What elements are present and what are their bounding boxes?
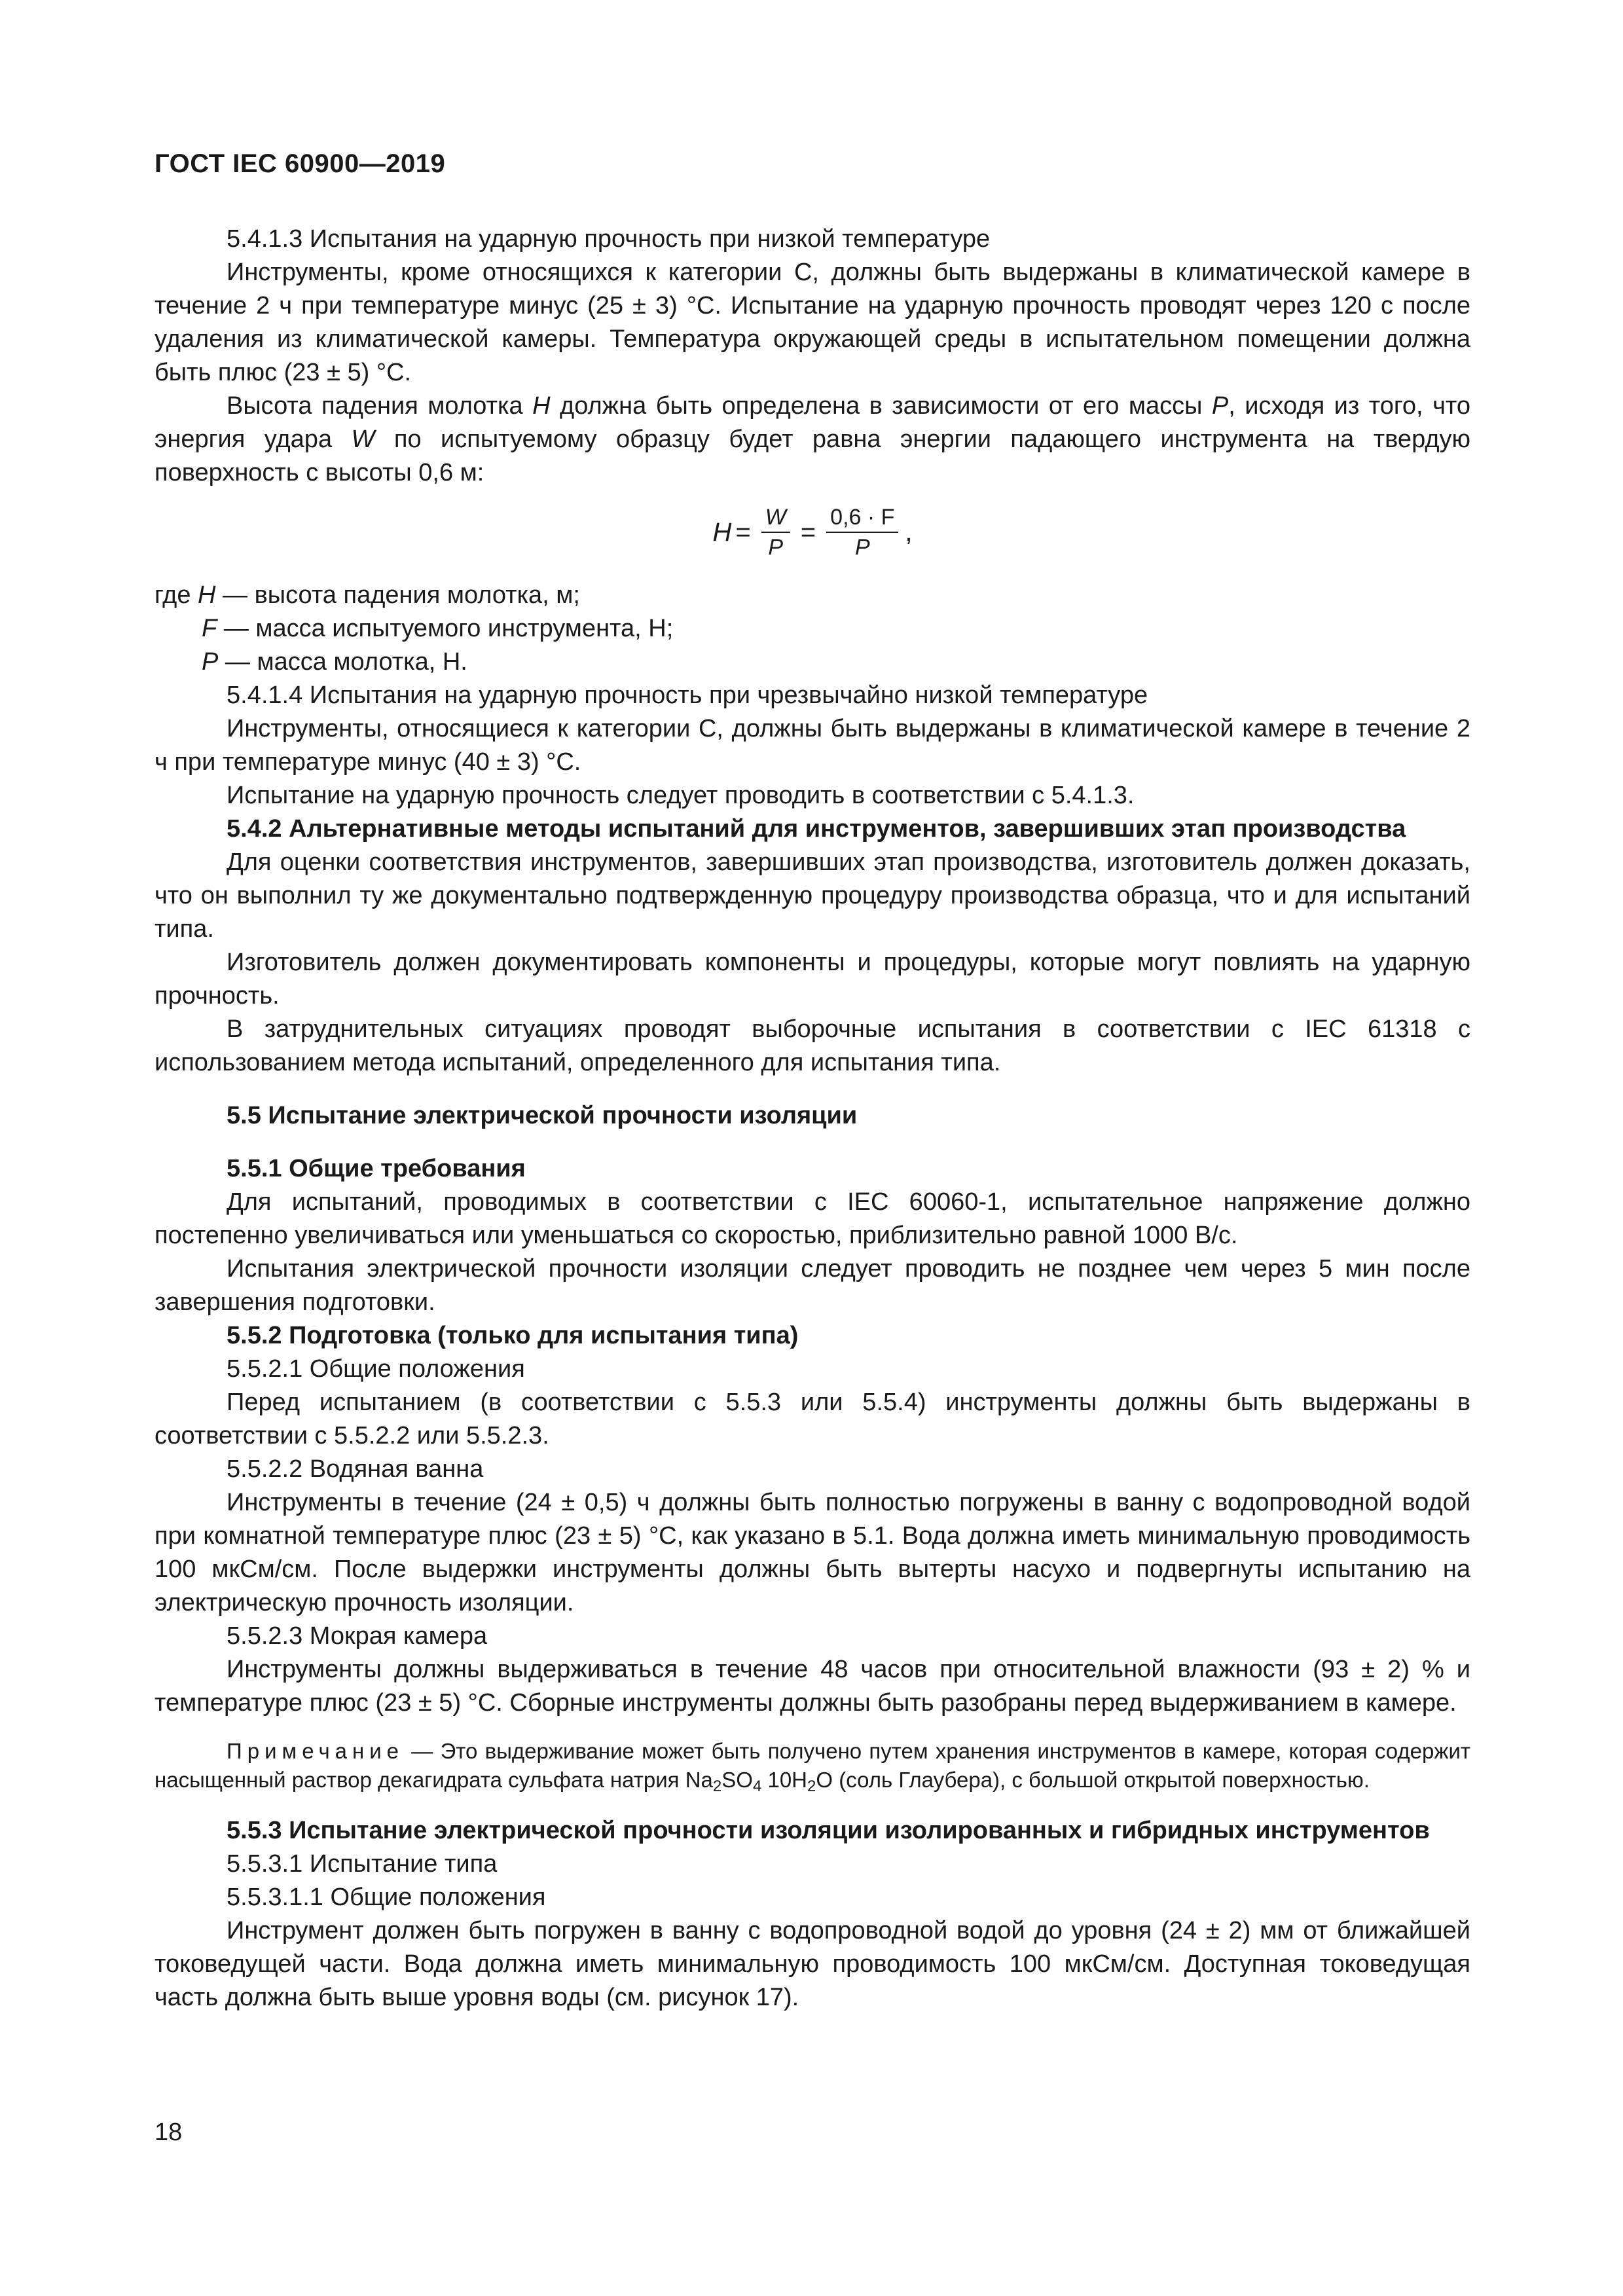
clause-5-4-1-3-body: Инструменты, кроме относящихся к категории С, должны быть выдержаны в климатической камере в течение 2 ч при температуре минус (25 ± 3) °С. Испытание на ударную прочность проводят через 120 с после удаления из климатической камеры. Температура окружающей среды в испытательном помещении должна быть плюс (23 ± 5) °С. bbox=[155, 259, 1470, 386]
clause-5-5-3-1-title: 5.5.3.1 Испытание типа bbox=[227, 1850, 498, 1878]
document-header: ГОСТ IEC 60900—2019 bbox=[155, 149, 446, 178]
note-paragraph: Примечание — Это выдерживание может быть получено путем хранения инструментов в камере, которая содержит насыщенный раствор декагидрата сульфата натрия $Na_2SO_4$ $10H_2O$ (соль Глаубера), с большой открытой поверхностью. bbox=[155, 1739, 1470, 1795]
clause-5-4-2-title: 5.4.2 Альтернативные методы испытаний для инструментов, завершивших этап производства bbox=[227, 815, 1406, 843]
clause-5-4-1-4-body-2: Испытание на ударную прочность следует проводить в соответствии с 5.4.1.3. bbox=[227, 782, 1135, 809]
page-number: 18 bbox=[155, 2119, 183, 2146]
clause-5-5-1-p1: Для испытаний, проводимых в соответствии с IEC 60060-1, испытательное напряжение должно постепенно увеличиваться или уменьшаться со скоростью, приблизительно равной 1000 В/с. bbox=[155, 1188, 1470, 1249]
where-h: где H — высота падения молотка, м; bbox=[155, 581, 580, 609]
clause-5-5-1-title: 5.5.1 Общие требования bbox=[227, 1155, 526, 1182]
clause-5-4-2-p1: Для оценки соответствия инструментов, завершивших этап производства, изготовитель должен доказать, что он выполнил ту же документально подтвержденную процедуру производства образца, что и для испытаний типа. bbox=[155, 848, 1470, 943]
clause-5-5-2-1-title: 5.5.2.1 Общие положения bbox=[227, 1355, 525, 1383]
section-5-5-title: 5.5 Испытание электрической прочности изоляции bbox=[227, 1102, 858, 1129]
formula-lhs: H bbox=[712, 517, 732, 547]
formula-equals: = bbox=[735, 517, 751, 547]
clause-5-4-1-4-body: Инструменты, относящиеся к категории С, должны быть выдержаны в климатической камере в течение 2 ч при температуре минус (40 ± 3) °С. bbox=[155, 715, 1470, 776]
formula-equals-2: = bbox=[800, 517, 816, 547]
clause-5-5-2-title: 5.5.2 Подготовка (только для испытания типа) bbox=[227, 1322, 799, 1349]
clause-5-4-1-3-title: 5.4.1.3 Испытания на ударную прочность при низкой температуре bbox=[227, 225, 991, 253]
clause-5-4-2-p2: Изготовитель должен документировать компоненты и процедуры, которые могут повлиять на ударную прочность. bbox=[155, 949, 1470, 1010]
note-label: Примечание bbox=[227, 1739, 405, 1763]
formula-fraction-2: $\frac{0,6 \cdot F}{P}$ bbox=[826, 503, 898, 562]
clause-5-5-2-3-title: 5.5.2.3 Мокрая камера bbox=[227, 1622, 488, 1650]
clause-5-5-2-3-body: Инструменты должны выдерживаться в течение 48 часов при относительной влажности (93 ± 2) % и температуре плюс (23 ± 5) °С. Сборные инструменты должны быть разобраны перед выдерживанием в камере. bbox=[155, 1656, 1470, 1717]
clause-5-4-2-p3: В затруднительных ситуациях проводят выборочные испытания в соответствии с IEC 61318 с использованием метода испытаний, определенного для испытания типа. bbox=[155, 1015, 1470, 1076]
clause-5-5-3-title: 5.5.3 Испытание электрической прочности изоляции изолированных и гибридных инструментов bbox=[227, 1817, 1430, 1844]
clause-5-5-2-2-body: Инструменты в течение (24 ± 0,5) ч должны быть полностью погружены в ванну с водопроводной водой при комнатной температуре плюс (23 ± 5) °С, как указано в 5.1. Вода должна иметь минимальную проводимость 100 мкСм/см. После выдержки инструменты должны быть вытерты насухо и подвергнуты испытанию на электрическую прочность изоляции. bbox=[155, 1489, 1470, 1616]
formula-fraction-1: $\frac{W}{P}$ bbox=[761, 503, 790, 562]
page-content bbox=[155, 223, 1470, 2014]
clause-5-5-2-2-title: 5.5.2.2 Водяная ванна bbox=[227, 1455, 484, 1483]
clause-5-4-1-4-title: 5.4.1.4 Испытания на ударную прочность при чрезвычайно низкой температуре bbox=[227, 682, 1148, 709]
clause-5-5-3-1-1-body: Инструмент должен быть погружен в ванну с водопроводной водой до уровня (24 ± 2) мм от ближайшей токоведущей части. Вода должна иметь минимальную проводимость 100 мкСм/см. Доступная токоведущая часть должна быть выше уровня воды (см. рисунок 17). bbox=[155, 1917, 1470, 2011]
clause-5-5-1-p2: Испытания электрической прочности изоляции следует проводить не позднее чем через 5 мин после завершения подготовки. bbox=[155, 1255, 1470, 1316]
where-p: P — масса молотка, Н. bbox=[202, 648, 467, 676]
clause-5-5-2-1-body: Перед испытанием (в соответствии с 5.5.3 или 5.5.4) инструменты должны быть выдержаны в соответствии с 5.5.2.2 или 5.5.2.3. bbox=[155, 1389, 1470, 1449]
formula-comma: , bbox=[905, 517, 913, 547]
clause-5-5-3-1-1-title: 5.5.3.1.1 Общие положения bbox=[227, 1884, 546, 1911]
where-f: F — масса испытуемого инструмента, Н; bbox=[202, 615, 674, 642]
drop-height-formula bbox=[155, 496, 1470, 568]
drop-height-paragraph: Высота падения молотка H должна быть определена в зависимости от его массы P, исходя из того, что энергия удара W по испытуемому образцу будет равна энергии падающего инструмента на твердую поверхность с высоты 0,6 м: bbox=[155, 392, 1471, 486]
